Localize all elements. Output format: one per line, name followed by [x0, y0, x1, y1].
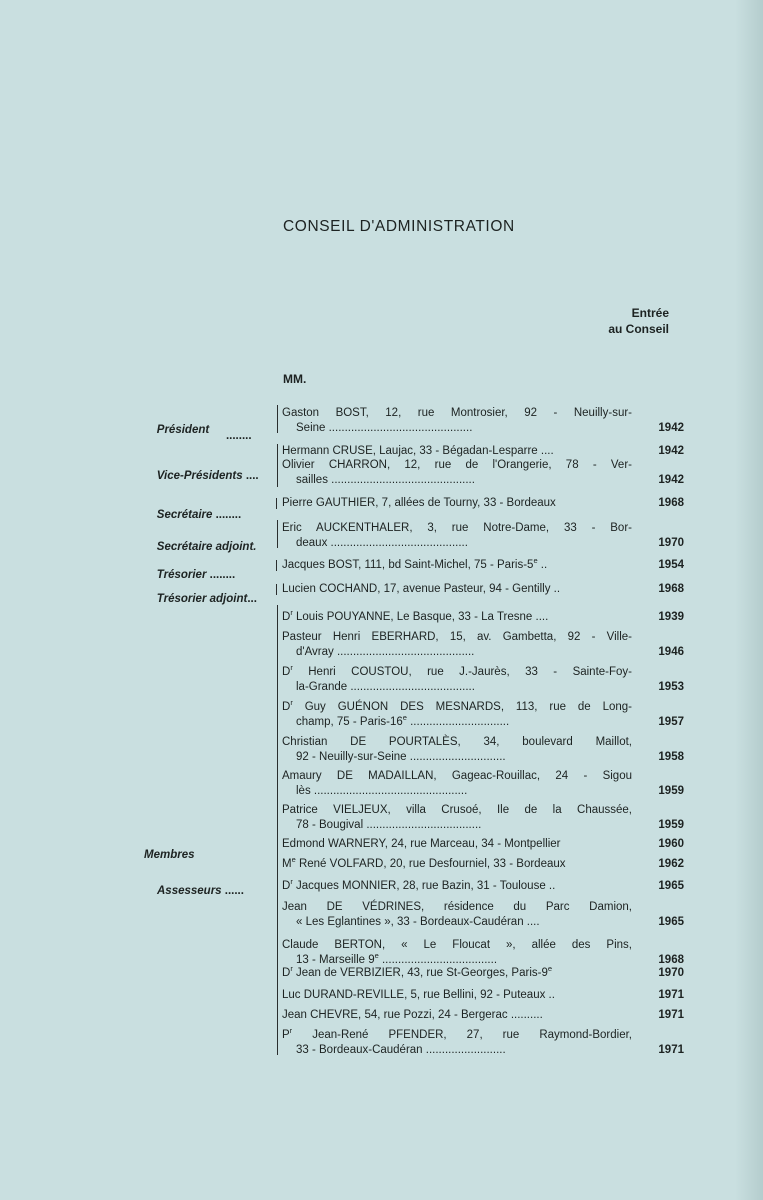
rule-president	[277, 405, 278, 433]
member-entry-line2: d'Avray ...........................................	[296, 645, 475, 658]
entry-year: 1959	[658, 819, 684, 831]
member-entry-line1: $D^r$ Louis POUYANNE, Le Basque, 33 - La Tresne ....	[282, 608, 549, 623]
member-entry-line2: 92 - Neuilly-sur-Seine ..............................	[296, 750, 506, 763]
role-president-text: Président	[156, 424, 210, 436]
entry-year: 1960	[658, 838, 684, 850]
member-entry	[282, 857, 632, 872]
member-entry-line2: sailles .............................................	[296, 473, 475, 486]
member-entry-line1: Olivier CHARRON, 12, rue de l'Orangerie, 78 - Ver-	[282, 459, 632, 471]
role-secretaire-adjoint: Secrétaire adjoint.	[156, 541, 257, 553]
member-entry	[282, 966, 632, 981]
entry-year: 1968	[658, 497, 684, 509]
member-entry-line1: Luc DURAND-REVILLE, 5, rue Bellini, 92 - Puteaux ..	[282, 989, 555, 1001]
role-membres-assesseurs: Membres Assesseurs ......	[144, 849, 244, 897]
member-entry	[282, 521, 632, 550]
member-entry	[282, 837, 632, 852]
member-entry-line2: lès ................................................	[296, 784, 468, 797]
member-entry-line2: 13 - Marseille 9e ....................................	[296, 952, 498, 966]
member-entry	[282, 558, 632, 573]
member-entry	[282, 900, 632, 929]
rule-tresorier-adjoint	[276, 584, 277, 595]
entry-year: 1971	[658, 1009, 684, 1021]
member-entry-line2: la-Grande .......................................	[296, 680, 475, 693]
entry-year: 1965	[658, 916, 684, 928]
member-entry-line2: 33 - Bordeaux-Caudéran .........................	[296, 1043, 506, 1056]
member-entry	[282, 665, 632, 694]
member-entry-line1: $D^r$ Guy GUÉNON DES MESNARDS, 113, rue de Long-	[282, 698, 632, 713]
entry-year: 1962	[658, 858, 684, 870]
member-entry-line2: deaux ...........................................	[296, 536, 468, 549]
member-entry-line1: Edmond WARNERY, 24, rue Marceau, 34 - Montpellier	[282, 838, 561, 850]
member-entry-line1: Lucien COCHAND, 17, avenue Pasteur, 94 - Gentilly ..	[282, 583, 561, 595]
entry-year: 1968	[658, 954, 684, 966]
member-entry-line2: champ, 75 - Paris-16e ...............................	[296, 714, 510, 728]
member-entry	[282, 700, 632, 729]
entry-year: 1958	[658, 751, 684, 763]
entry-year: 1942	[658, 422, 684, 434]
entry-year: 1971	[658, 1044, 684, 1056]
entree-header	[608, 305, 669, 337]
member-entry	[282, 610, 632, 625]
rule-vice	[277, 444, 278, 487]
member-entry	[282, 735, 632, 764]
member-entry	[282, 938, 632, 967]
entry-year: 1942	[658, 445, 684, 457]
member-entry	[282, 879, 632, 894]
member-entry-line1: Hermann CRUSE, Laujac, 33 - Bégadan-Lesparre ....	[282, 445, 554, 457]
member-entry-line1: Patrice VIELJEUX, villa Crusoé, Ile de la Chaussée,	[282, 804, 632, 816]
entry-year: 1970	[658, 537, 684, 549]
page-edge-shadow	[735, 0, 763, 1200]
role-tresorier-adjoint: Trésorier adjoint...	[156, 593, 257, 605]
member-entry	[282, 444, 632, 459]
member-entry-line1: Claude BERTON, « Le Floucat », allée des Pins,	[282, 939, 632, 951]
member-entry-line1: Jean DE VÉDRINES, résidence du Parc Damion,	[282, 901, 632, 913]
entry-year: 1965	[658, 880, 684, 892]
member-entry-line1: Christian DE POURTALÈS, 34, boulevard Maillot,	[282, 736, 632, 748]
member-entry-line1: Pierre GAUTHIER, 7, allées de Tourny, 33 - Bordeaux	[282, 497, 556, 509]
role-president	[144, 412, 209, 448]
member-entry	[282, 988, 632, 1003]
page-title: CONSEIL D'ADMINISTRATION	[283, 218, 515, 235]
entry-year: 1968	[658, 583, 684, 595]
mm-label: MM.	[283, 372, 307, 386]
entry-year: 1954	[658, 559, 684, 571]
member-entry	[282, 406, 632, 435]
member-entry-line1: Eric AUCKENTHALER, 3, rue Notre-Dame, 33 - Bor-	[282, 522, 632, 534]
member-entry-line2: 78 - Bougival ....................................	[296, 818, 482, 831]
entree-header-line2: au Conseil	[608, 322, 669, 336]
entry-year: 1953	[658, 681, 684, 693]
member-entry-line1: Gaston BOST, 12, rue Montrosier, 92 - Neuilly-sur-	[282, 407, 632, 419]
role-vice-presidents: Vice-Présidents ....	[156, 470, 259, 482]
entry-year: 1959	[658, 785, 684, 797]
rule-secretaire	[276, 498, 277, 509]
member-entry	[282, 803, 632, 832]
member-entry-line2: Seine .............................................	[296, 421, 473, 434]
entry-year: 1970	[658, 967, 684, 979]
rule-secretaire-adjoint	[277, 520, 278, 548]
entree-header-line1: Entrée	[631, 306, 669, 320]
member-entry-line2: « Les Eglantines », 33 - Bordeaux-Caudéran ....	[296, 915, 540, 928]
member-entry-line1: Amaury DE MADAILLAN, Gageac-Rouillac, 24 - Sigou	[282, 770, 632, 782]
member-entry-line1: Jean CHEVRE, 54, rue Pozzi, 24 - Bergerac ..........	[282, 1009, 543, 1021]
member-entry-line1: $D^r$ Henri COUSTOU, rue J.-Jaurès, 33 - Sainte-Foy-	[282, 663, 632, 678]
member-entry-line1: Pasteur Henri EBERHARD, 15, av. Gambetta, 92 - Ville-	[282, 631, 632, 643]
role-tresorier: Trésorier ........	[156, 569, 236, 581]
member-entry	[282, 1008, 632, 1023]
entry-year: 1942	[658, 474, 684, 486]
rule-membres	[277, 605, 278, 1055]
member-entry	[282, 582, 632, 597]
rule-tresorier	[276, 560, 277, 571]
member-entry-line1: $D^r$ Jean de VERBIZIER, 43, rue St-Georges, Paris-9e	[282, 964, 553, 979]
member-entry	[282, 458, 632, 487]
member-entry-line1: $P^r$ Jean-René PFENDER, 27, rue Raymond-Bordier,	[282, 1026, 632, 1041]
member-entry	[282, 1028, 632, 1057]
role-president-dots: ........	[222, 430, 252, 442]
role-secretaire: Secrétaire ........	[156, 509, 242, 521]
member-entry-line1: $D^r$ Jacques MONNIER, 28, rue Bazin, 31 - Toulouse ..	[282, 877, 556, 892]
entry-year: 1946	[658, 646, 684, 658]
entry-year: 1957	[658, 716, 684, 728]
entry-year: 1971	[658, 989, 684, 1001]
member-entry-line1: Me René VOLFARD, 20, rue Desfourniel, 33 - Bordeaux	[282, 855, 566, 870]
entry-year: 1939	[658, 611, 684, 623]
member-entry-line1: Jacques BOST, 111, bd Saint-Michel, 75 - Paris-5e ..	[282, 556, 548, 571]
member-entry	[282, 630, 632, 659]
member-entry	[282, 496, 632, 511]
member-entry	[282, 769, 632, 798]
